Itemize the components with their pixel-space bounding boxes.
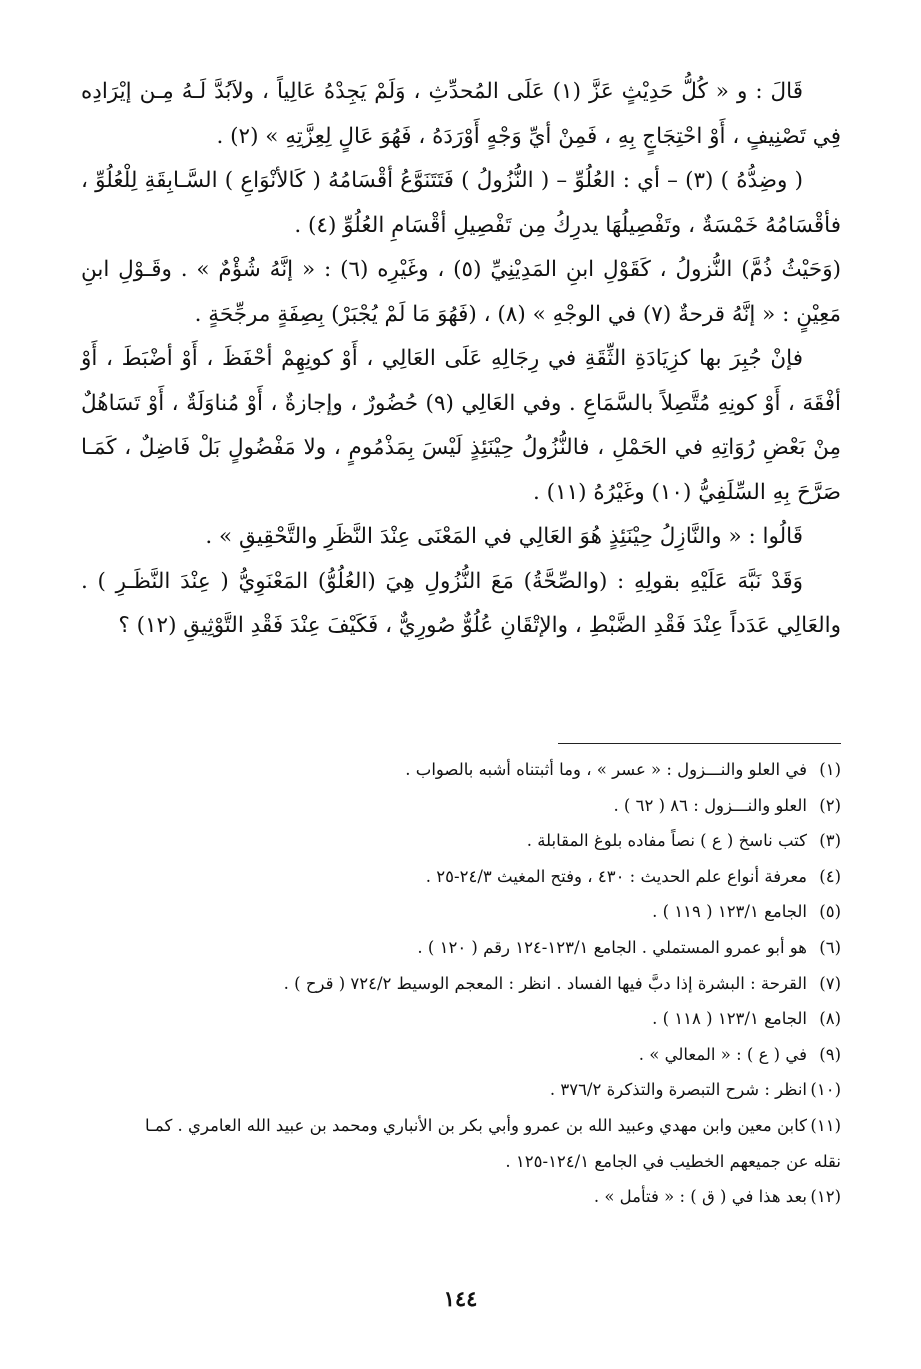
footnote-number: (٢) bbox=[819, 795, 841, 815]
paragraph: (وَحَيْثُ ذُمَّ) النُّزولُ ، كَقَوْلِ ابنِ المَدِيْنِيِّ (٥) ، وغَيْرِه (٦) : « إنَّهُ شُؤْمٌ » . وقَـوْلِ ابنِ مَعِيْنٍ : « إنَّهُ قرحةٌ (٧) في الوجْهِ » (٨) ، (فَهُوَ مَا لَمْ يُجْبَرْ) بِصِفَةٍ مرجِّحَةٍ . bbox=[81, 257, 841, 327]
footnote-divider bbox=[558, 743, 841, 744]
footnote-text: القرحة : البشرة إذا دبَّ فيها الفساد . انظر : المعجم الوسيط ٧٢٤/٢ ( قرح ) . bbox=[283, 973, 807, 993]
footnote-number: (١١) bbox=[810, 1115, 841, 1135]
footnote-text: كتب ناسخ ( ع ) نصاً مفاده بلوغ المقابلة . bbox=[526, 831, 807, 851]
paragraph: ( وضِدُّهُ ) (٣) – أي : العُلُوِّ – ( النُّزُولُ ) فَتَتَنَوَّعُ أقْسَامُهُ ( كَالأنْوَاعِ ) السَّـابِقَةِ لِلْعُلُوِّ ، فأقْسَامُهُ خَمْسَةٌ ، وتَفْصِيلُهَا يدرِكُ مِن تَفْصِيلِ أقْسَامِ العُلُوِّ (٤) . bbox=[81, 168, 841, 238]
footnote bbox=[81, 859, 841, 895]
footnote-number: (٩) bbox=[819, 1044, 841, 1064]
footnote bbox=[81, 1001, 841, 1037]
footnote bbox=[81, 788, 841, 824]
footnote-number: (٧) bbox=[819, 973, 841, 993]
footnote-text: في ( ع ) : « المعالي » . bbox=[638, 1044, 807, 1064]
footnote-number: (١) bbox=[819, 760, 841, 779]
footnote bbox=[81, 1179, 841, 1215]
footnote-text: الجامع ١٢٣/١ ( ١١٨ ) . bbox=[652, 1009, 807, 1029]
paragraph: قَالَ : و « كُلُّ حَدِيْثٍ عَزَّ (١) عَلَى المُحدِّثِ ، وَلَمْ يَجِدْهُ عَالِياً ، ولاَبُدَّ لَـهُ مِـن إيْرَادِه فِي تَصْنِيفٍ ، أَوْ احْتِجَاجٍ بِهِ ، فَمِنْ أيِّ وَجْهٍ أَوْرَدَهُ ، فَهُوَ عَالٍ لِعِزَّتِهِ » (٢) . bbox=[81, 79, 841, 149]
footnote-text: العلو والنـــزول : ٨٦ ( ٦٢ ) . bbox=[613, 795, 807, 815]
footnote bbox=[81, 1108, 841, 1144]
footnote bbox=[81, 894, 841, 930]
footnote-number: (٨) bbox=[819, 1009, 841, 1029]
footnote-text: الجامع ١٢٣/١ ( ١١٩ ) . bbox=[652, 902, 807, 922]
footnote-text: في العلو والنـــزول : « عسر » ، وما أثبتناه أشبه بالصواب . bbox=[405, 760, 807, 779]
page-number: ١٤٤ bbox=[443, 1286, 478, 1311]
footnote-number: (١٢) bbox=[810, 1187, 841, 1207]
footnote-text: انظر : شرح التبصرة والتذكرة ٣٧٦/٢ . bbox=[549, 1080, 807, 1100]
footnote-text: هو أبو عمرو المستملي . الجامع ١٢٣/١-١٢٤ رقم ( ١٢٠ ) . bbox=[417, 937, 807, 957]
footnote-text: معرفة أنواع علم الحديث : ٤٣٠ ، وفتح المغيث ٢٤/٣-٢٥ . bbox=[425, 866, 807, 886]
footnote bbox=[81, 752, 841, 788]
paragraph: قَالُوا : « والنَّازِلُ حِيْنَئِذٍ هُوَ العَالِي في المَعْنَى عِنْدَ النَّظَرِ والتَّحْقِيقِ » . bbox=[205, 524, 803, 549]
footnote bbox=[81, 1037, 841, 1073]
footnote-number: (٦) bbox=[819, 937, 841, 957]
paragraph: وَقَدْ نَبَّهَ عَلَيْهِ بقولِهِ : (والصِّحَّةُ) مَعَ النُّزُولِ هِيَ (العُلُوُّ) المَعْنَوِيُّ ( عِنْدَ النَّظَـرِ ) . والعَالِي عَدَداً عِنْدَ فَقْدِ الضَّبْطِ ، والإتْقَانِ عُلُوٌّ صُورِيٌّ ، فَكَيْفَ عِنْدَ فَقْدِ التَّوْثِيقِ (١٢) ؟ bbox=[81, 568, 841, 638]
footnote bbox=[81, 1144, 841, 1180]
footnote-text: بعد هذا في ( ق ) : « فتأمل » . bbox=[593, 1187, 807, 1207]
footnote-number: (٤) bbox=[819, 866, 841, 886]
footnote-number: (٥) bbox=[819, 902, 841, 922]
paragraph: فإنْ جُبِرَ بها كزِيَادَةِ الثِّقَةِ في رِجَالِهِ عَلَى العَالِي ، أَوْ كونِهِمْ أحْفَظَ ، أَوْ أضْبَطَ ، أَوْ أفْقَهَ ، أَوْ كونِهِ مُتَّصِلاً بالسَّمَاعِ . وفي العَالِي (٩) حُضُورٌ ، وإجازةٌ ، أَوْ مُناوَلَةٌ ، أَوْ تَسَاهُلٌ مِنْ بَعْضِ رُوَاتِهِ في الحَمْلِ ، فالنُّزُولُ حِيْنَئِذٍ لَيْسَ بِمَذْمُومٍ ، ولا مَفْضُولٍ بَلْ فَاضِلٌ ، كَمَـا صَرَّحَ بِهِ السِّلَفِيُّ (١٠) وغَيْرُهُ (١١) . bbox=[81, 346, 841, 505]
footnote-number: (٣) bbox=[819, 831, 841, 851]
footnote-text: نقله عن جميعهم الخطيب في الجامع ١٢٤/١-١٢٥ . bbox=[505, 1151, 841, 1171]
footnote bbox=[81, 823, 841, 859]
footnote-text: كابن معين وابن مهدي وعبيد الله بن عمرو وأبي بكر بن الأنباري ومحمد بن عبيد الله العامري . كمـا bbox=[145, 1115, 807, 1135]
footnote bbox=[81, 930, 841, 966]
footnote-number: (١٠) bbox=[810, 1080, 841, 1100]
footnote bbox=[81, 966, 841, 1002]
main-text bbox=[81, 70, 841, 649]
footnotes bbox=[81, 752, 841, 1215]
footnote bbox=[81, 1072, 841, 1108]
